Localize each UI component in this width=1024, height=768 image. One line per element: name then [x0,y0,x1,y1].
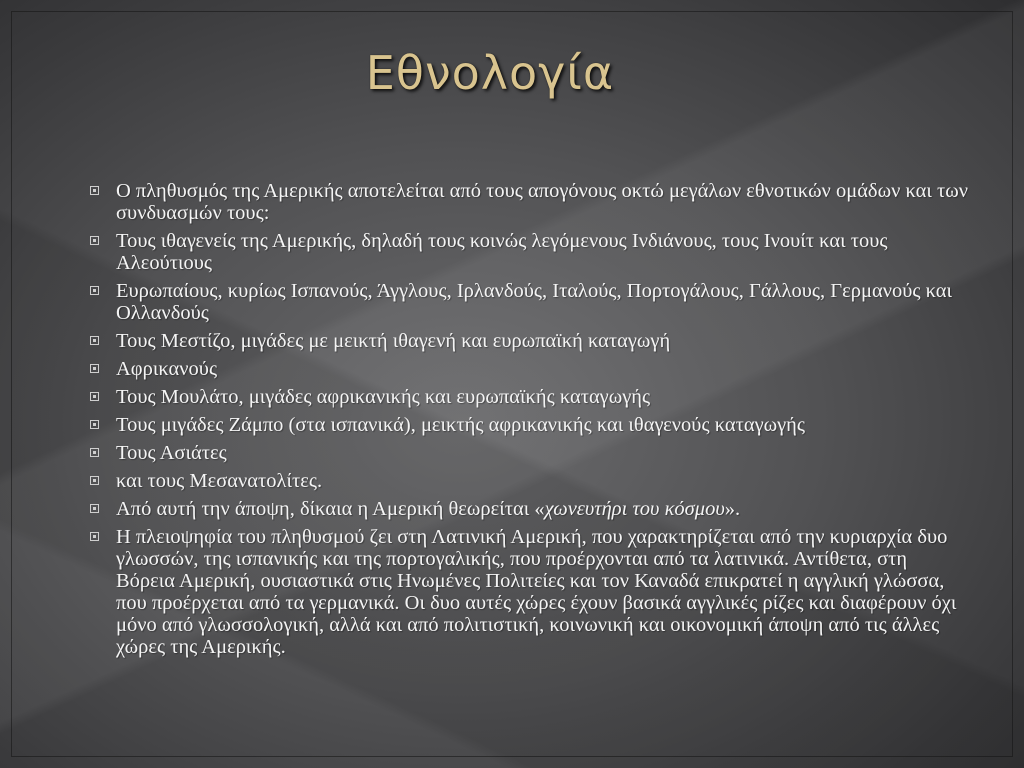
square-bullet-icon [90,236,99,245]
bullet-text-prefix: Από αυτή την άποψη, δίκαια η Αμερική θεωρείται « [116,498,545,520]
list-item [90,442,970,464]
square-bullet-icon [90,504,99,513]
list-item [90,386,970,408]
list-item [90,230,970,274]
square-bullet-icon [90,336,99,345]
list-item [90,330,970,352]
bullet-text: Ευρωπαίους, κυρίως Ισπανούς, Άγγλους, Ιρλανδούς, Ιταλούς, Πορτογάλους, Γάλλους, Γερμανούς και Ολλανδούς [116,280,953,324]
square-bullet-icon [90,448,99,457]
list-item [90,180,970,224]
square-bullet-icon [90,476,99,485]
bullet-text: Η πλειοψηφία του πληθυσμού ζει στη Λατινική Αμερική, που χαρακτηρίζεται από την κυριαρχία δυο γλωσσών, της ισπανικής και της πορτογαλικής, που προέρχονται από τα λατινικά. Αντίθετα, στη Βόρεια Αμερική, ουσιαστικά στις Ηνωμένες Πολιτείες και τον Καναδά επικρατεί η αγγλική γλώσσα, που προέρχεται από τα γερμανικά. Οι δυο αυτές χώρες έχουν βασικά αγγλικές ρίζες και διαφέρουν όχι μόνο από γλωσσολογική, αλλά και από πολιτιστική, κοινωνική και οικονομική άποψη από τις άλλες χώρες της Αμερικής. [116,526,957,658]
bullet-text: Ο πληθυσμός της Αμερικής αποτελείται από τους απογόνους οκτώ μεγάλων εθνοτικών ομάδων και των συνδυασμών τους: [116,180,969,224]
list-item [90,280,970,324]
square-bullet-icon [90,286,99,295]
list-item [90,498,970,520]
bullet-list [90,180,970,664]
bullet-text: Τους ιθαγενείς της Αμερικής, δηλαδή τους κοινώς λεγόμενους Ινδιάνους, τους Ινουίτ και τους Αλεούτιους [116,230,888,274]
slide-title: Εθνολογία [365,46,615,100]
bullet-text: Αφρικανούς [116,358,218,380]
list-item [90,526,970,658]
bullet-text: Τους Μεστίζο, μιγάδες με μεικτή ιθαγενή και ευρωπαϊκή καταγωγή [116,330,671,352]
square-bullet-icon [90,532,99,541]
square-bullet-icon [90,392,99,401]
bullet-text: Τους μιγάδες Ζάμπο (στα ισπανικά), μεικτής αφρικανικής και ιθαγενούς καταγωγής [116,414,806,436]
square-bullet-icon [90,364,99,373]
bullet-text: Τους Ασιάτες [116,442,227,464]
list-item [90,414,970,436]
bullet-text-suffix: ». [724,498,741,520]
square-bullet-icon [90,420,99,429]
list-item [90,470,970,492]
square-bullet-icon [90,186,99,195]
bullet-text: και τους Μεσανατολίτες. [116,470,323,492]
list-item [90,358,970,380]
bullet-text: Τους Μουλάτο, μιγάδες αφρικανικής και ευρωπαϊκής καταγωγής [116,386,651,408]
bullet-text-emphasis: χωνευτήρι του κόσμου [544,498,725,520]
